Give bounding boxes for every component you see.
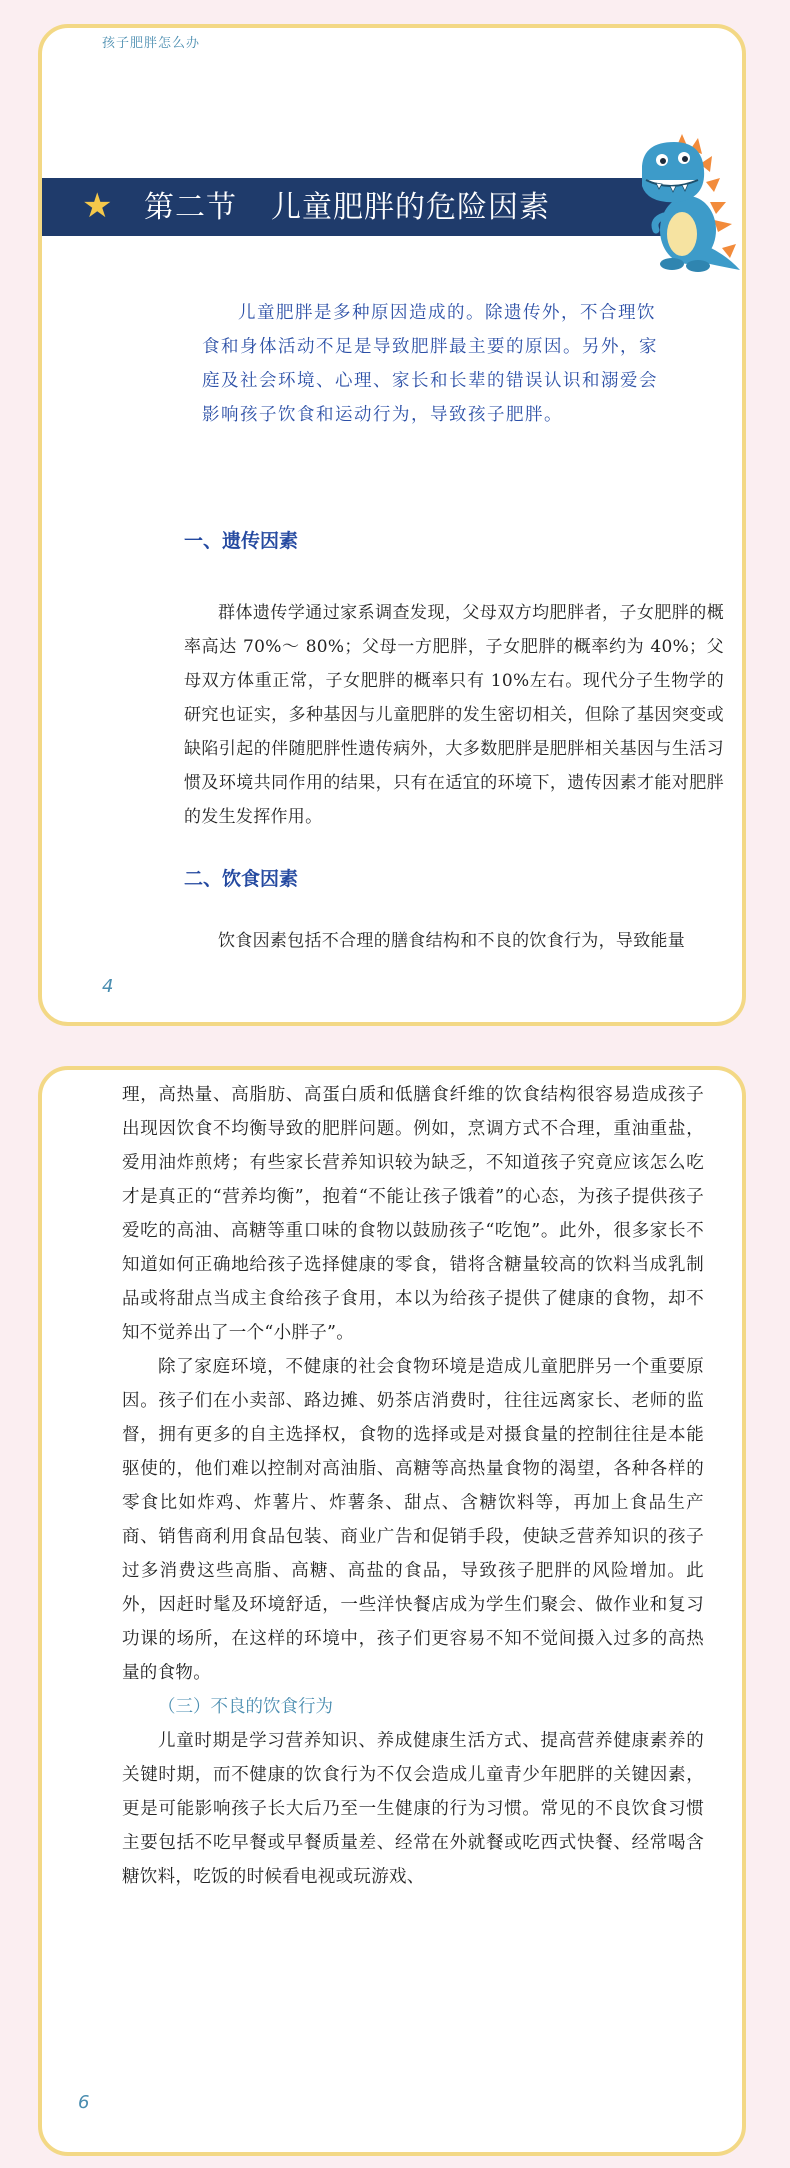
dinosaur-illustration — [622, 120, 742, 280]
paragraph-diet-factors-start: 饮食因素包括不合理的膳食结构和不良的饮食行为，导致能量 — [218, 931, 686, 951]
subheading-eating-behavior: （三）不良的饮食行为 — [158, 1697, 333, 1717]
page-number: 6 — [78, 2092, 90, 2113]
book-page-6 — [38, 1066, 746, 2156]
page-number: 4 — [102, 976, 114, 997]
paragraph-genetic-factors: 群体遗传学通过家系调查发现，父母双方均肥胖者，子女肥胖的概率高达 70%～ 80%；父母一方肥胖，子女肥胖的概率约为 40%；父母双方体重正常，子女肥胖的概率只有 10%左右。现代分子生物学的研究也证实，多种基因与儿童肥胖的发生密切相关，但除了基因突变或缺陷引起的伴随肥胖性遗传病外，大多数肥胖是肥胖相关基因与生活习惯及环境共同作用的结果，只有在适宜的环境下，遗传因素才能对肥胖的发生发挥作用。 — [184, 603, 724, 827]
section-banner — [42, 178, 674, 236]
paragraph-eating-behavior: 儿童时期是学习营养知识、养成健康生活方式、提高营养健康素养的关键时期，而不健康的饮食行为不仅会造成儿童青少年肥胖的关键因素，更是可能影响孩子长大后乃至一生健康的行为习惯。常见的不良饮食习惯主要包括不吃早餐或早餐质量差、经常在外就餐或吃西式快餐、经常喝含糖饮料，吃饭的时候看电视或玩游戏、 — [122, 1731, 704, 1887]
section-title-text: 儿童肥胖的危险因素 — [271, 190, 550, 225]
chapter-intro: 儿童肥胖是多种原因造成的。除遗传外，不合理饮食和身体活动不足是导致肥胖最主要的原因。另外，家庭及社会环境、心理、家长和长辈的错误认识和溺爱会影响孩子饮食和运动行为，导致孩子肥胖。 — [202, 303, 658, 425]
heading-diet-factors: 二、饮食因素 — [184, 868, 299, 890]
heading-genetic-factors: 一、遗传因素 — [184, 530, 299, 552]
paragraph-social-environment: 除了家庭环境，不健康的社会食物环境是造成儿童肥胖另一个重要原因。孩子们在小卖部、路边摊、奶茶店消费时，往往远离家长、老师的监督，拥有更多的自主选择权，食物的选择或是对摄食量的控制往往是本能驱使的，他们难以控制对高油脂、高糖等高热量食物的渴望，各种各样的零食比如炸鸡、炸薯片、炸薯条、甜点、含糖饮料等，再加上食品生产商、销售商利用食品包装、商业广告和促销手段，使缺乏营养知识的孩子过多消费这些高脂、高糖、高盐的食品，导致孩子肥胖的风险增加。此外，因赶时髦及环境舒适，一些洋快餐店成为学生们聚会、做作业和复习功课的场所，在这样的环境中，孩子们更容易不知不觉间摄入过多的高热量的食物。 — [122, 1357, 704, 1683]
page-body — [122, 1078, 704, 1894]
section-number: 第二节 — [144, 190, 237, 225]
paragraph-diet-continued: 理，高热量、高脂肪、高蛋白质和低膳食纤维的饮食结构很容易造成孩子出现因饮食不均衡导致的肥胖问题。例如，烹调方式不合理，重油重盐，爱用油炸煎烤；有些家长营养知识较为缺乏，不知道孩子究竟应该怎么吃才是真正的“营养均衡”，抱着“不能让孩子饿着”的心态，为孩子提供孩子爱吃的高油、高糖等重口味的食物以鼓励孩子“吃饱”。此外，很多家长不知道如何正确地给孩子选择健康的零食，错将含糖量较高的饮料当成乳制品或将甜点当成主食给孩子食用，本以为给孩子提供了健康的食物，却不知不觉养出了一个“小胖子”。 — [122, 1085, 704, 1343]
running-head: 孩子肥胖怎么办 — [102, 36, 201, 51]
book-page-4 — [38, 24, 746, 1026]
section-title — [144, 190, 550, 226]
star-icon: ★ — [82, 186, 113, 226]
